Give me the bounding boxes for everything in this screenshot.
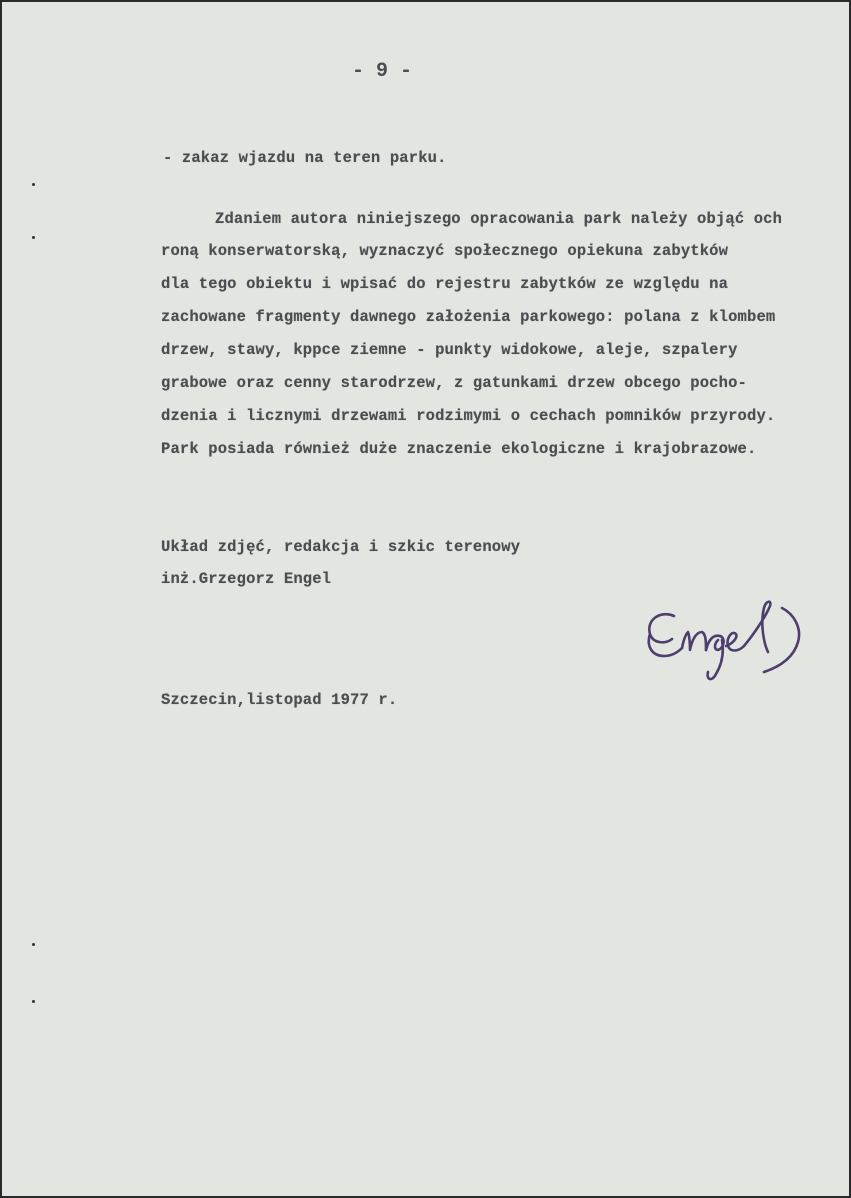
paragraph-line-4: zachowane fragmenty dawnego założenia parkowego: polana z klombem	[161, 308, 776, 326]
page-number: - 9 -	[352, 60, 413, 83]
paragraph-line-3: dla tego obiektu i wpisać do rejestru zabytków ze względu na	[161, 275, 729, 293]
margin-mark	[32, 943, 35, 946]
handwritten-signature	[642, 594, 817, 689]
paragraph-line-1: Zdaniem autora niniejszego opracowania park należy objąć och	[215, 210, 783, 228]
credits-line: Układ zdjęć, redakcja i szkic terenowy	[161, 538, 521, 556]
paragraph-line-2: roną konserwatorską, wyznaczyć społecznego opiekuna zabytków	[161, 242, 729, 260]
paragraph-line-6: grabowe oraz cenny starodrzew, z gatunkami drzew obcego pocho-	[161, 374, 747, 392]
margin-mark	[32, 1000, 35, 1003]
paragraph-line-8: Park posiada również duże znaczenie ekologiczne i krajobrazowe.	[161, 440, 757, 458]
list-item-no-entry: - zakaz wjazdu na teren parku.	[163, 149, 447, 167]
paragraph-line-7: dzenia i licznymi drzewami rodzimymi o cechach pomników przyrody.	[161, 407, 776, 425]
paragraph-line-5: drzew, stawy, kppce ziemne - punkty widokowe, aleje, szpalery	[161, 341, 738, 359]
place-and-date: Szczecin,listopad 1977 r.	[161, 691, 398, 709]
author-name: inż.Grzegorz Engel	[161, 570, 332, 588]
margin-mark	[32, 183, 35, 186]
margin-mark	[32, 236, 35, 239]
